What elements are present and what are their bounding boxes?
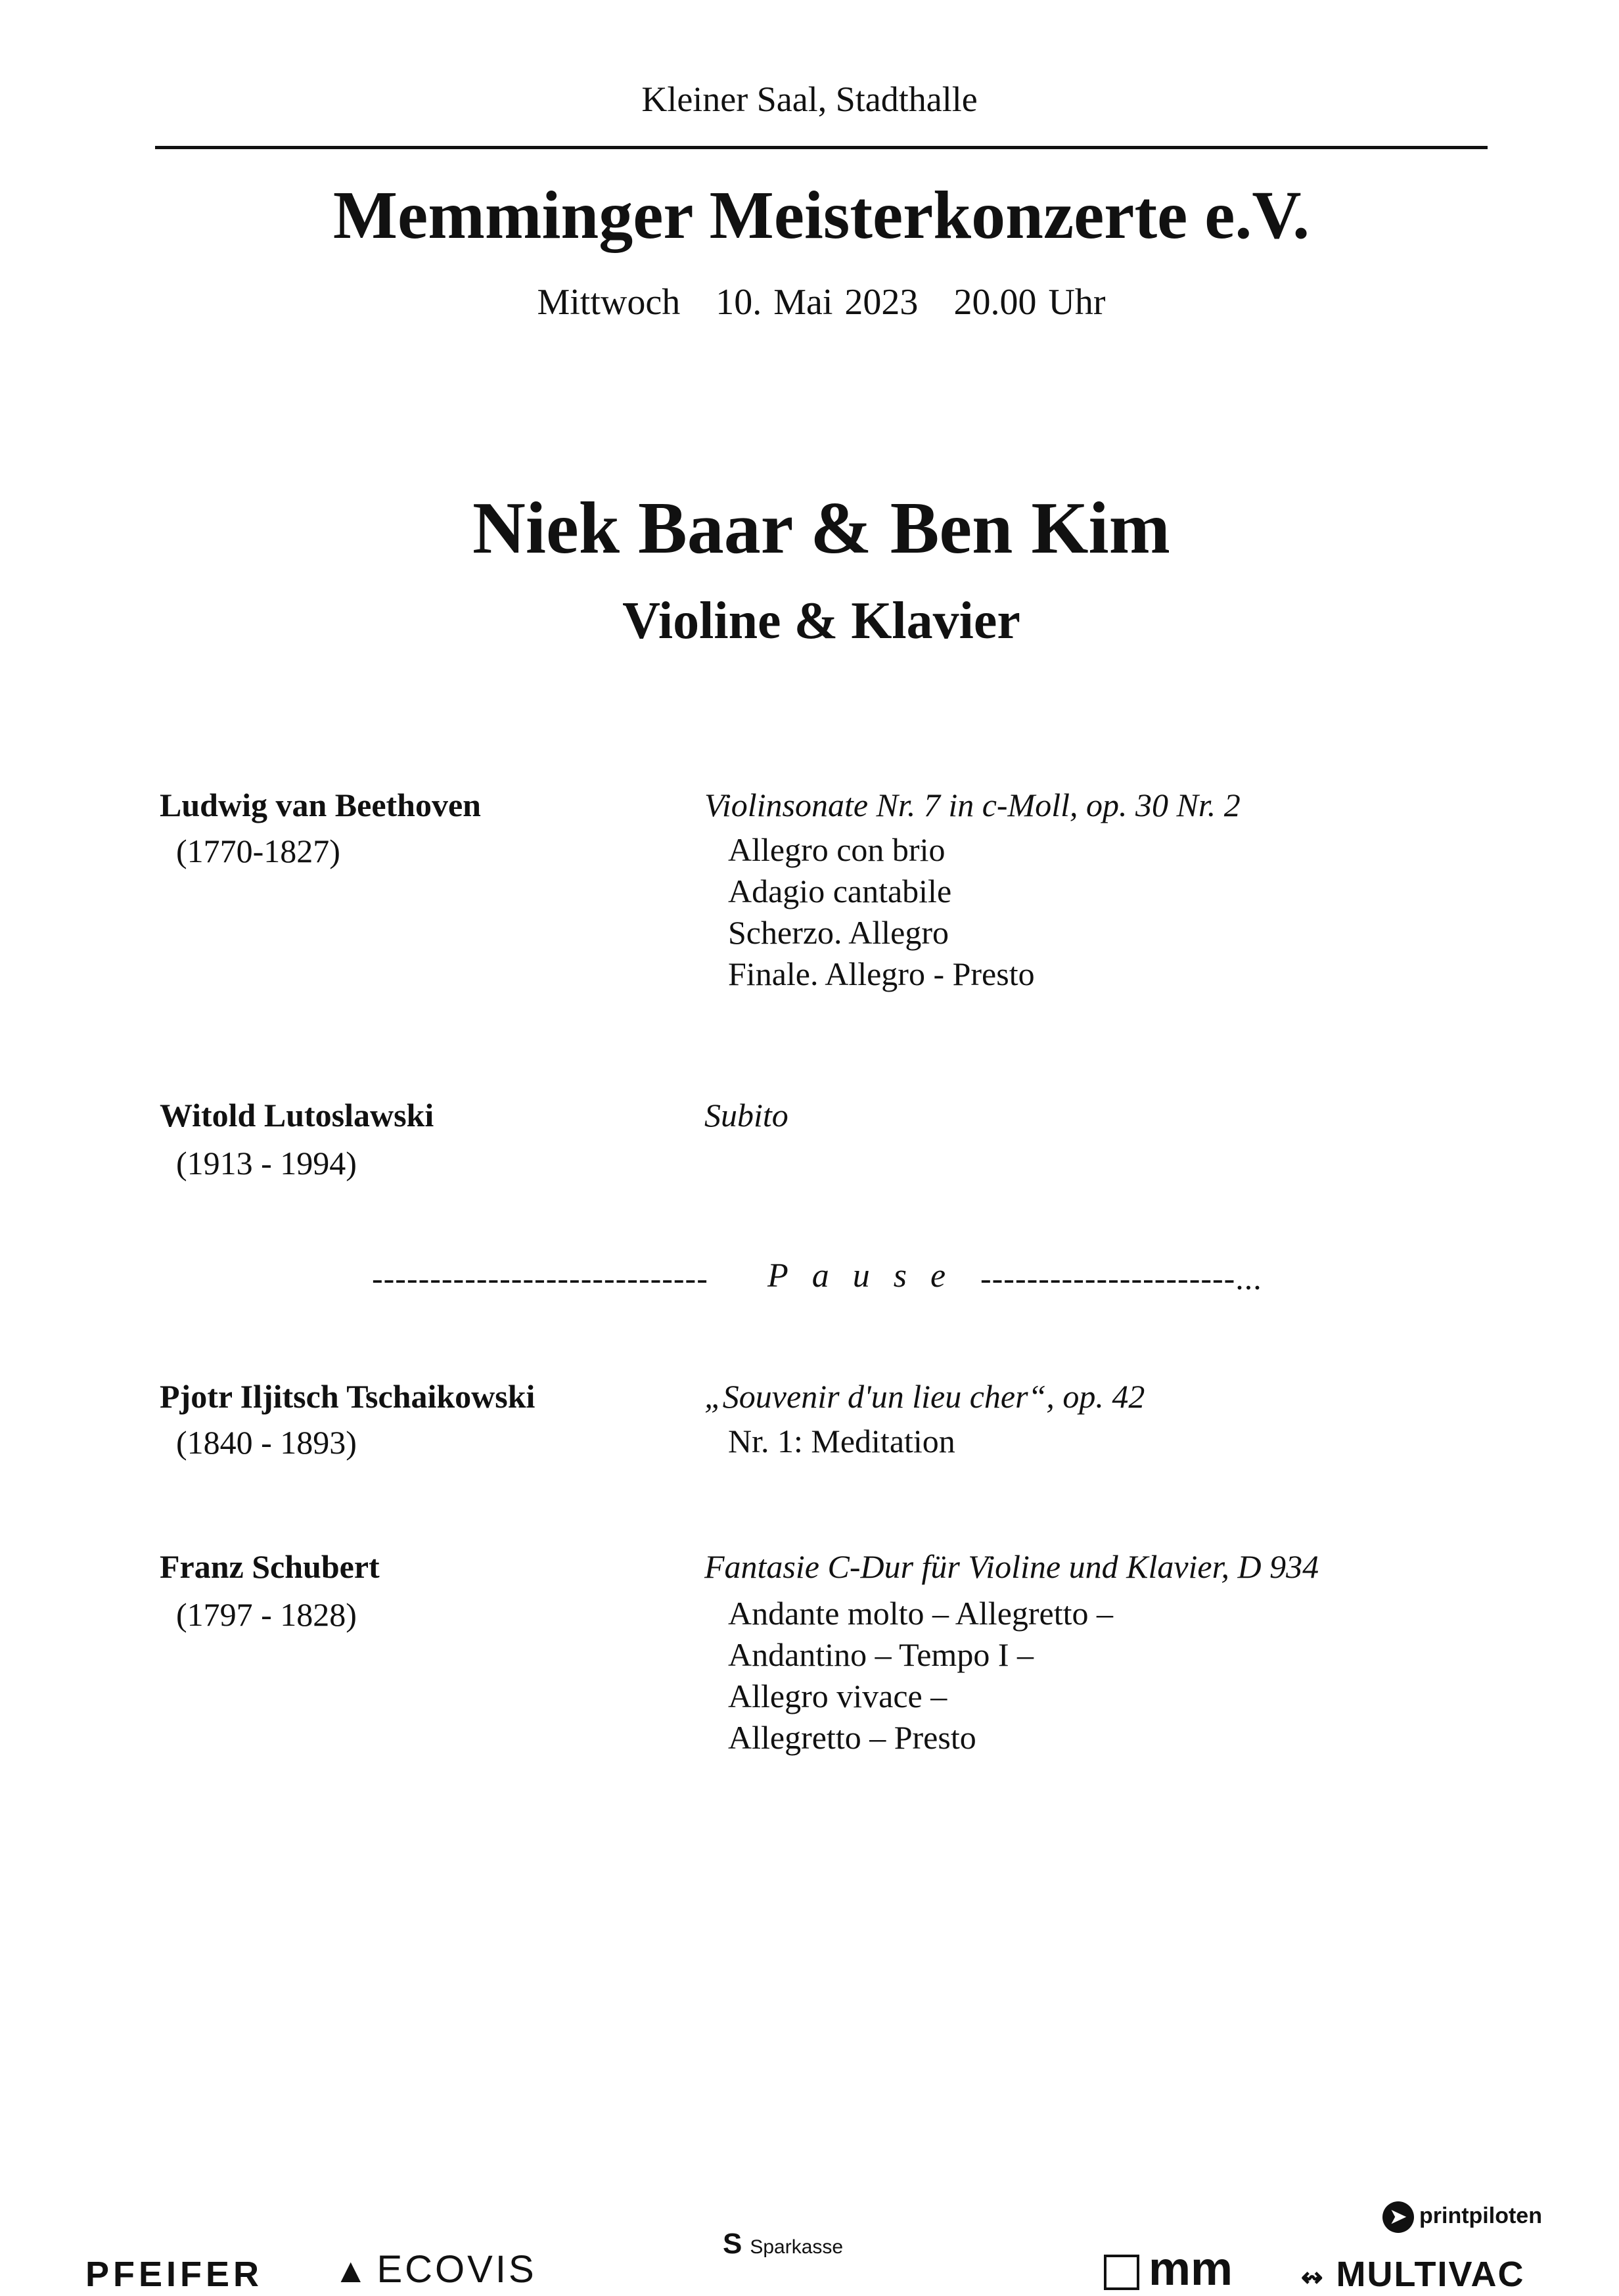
pause-divider-left: ----------------------------- [372,1260,708,1297]
movement: Adagio cantabile [728,873,952,909]
movement: Scherzo. Allegro [728,914,949,951]
movement: Nr. 1: Meditation [728,1423,955,1459]
movement: Allegro vivace – [728,1678,947,1714]
multivac-logo [1301,2254,1524,2295]
sparkasse-icon: S [723,2228,742,2260]
movement: Finale. Allegro - Presto [728,955,1035,992]
work-title: Violinsonate Nr. 7 in c-Moll, op. 30 Nr. 2 [704,787,1241,823]
composer-years: (1840 - 1893) [176,1424,357,1461]
composer-name: Franz Schubert [160,1548,380,1585]
movement: Andante molto – Allegretto – [728,1595,1114,1632]
mm-text: mm [1149,2243,1233,2295]
sparkasse-logo [723,2228,843,2261]
composer-name: Witold Lutoslawski [160,1097,434,1134]
movement: Allegro con brio [728,831,946,868]
date: 10. Mai 2023 [716,282,919,323]
header-rule [155,146,1488,149]
sparkasse-text: Sparkasse [750,2236,844,2258]
time: 20.00 Uhr [953,282,1106,323]
performer-instruments: Violine & Klavier [622,592,1020,650]
pfeifer-logo: PFEIFER [85,2255,263,2294]
mm-logo [1104,2242,1233,2296]
composer-years: (1797 - 1828) [176,1596,357,1633]
movement: Allegretto – Presto [728,1719,976,1756]
composer-years: (1770-1827) [176,833,340,869]
movement: Andantino – Tempo I – [728,1636,1034,1673]
multivac-text: MULTIVAC [1336,2255,1525,2294]
paper-plane-icon: ➤ [1382,2201,1414,2233]
performer-names: Niek Baar & Ben Kim [472,488,1170,569]
ecovis-logo [334,2247,537,2291]
pause-divider-right: ----------------------... [980,1260,1262,1297]
work-title: „Souvenir d'un lieu cher“, op. 42 [704,1378,1145,1415]
work-title: Fantasie C-Dur für Violine und Klavier, D 934 [704,1548,1319,1585]
weekday: Mittwoch [537,282,681,323]
composer-years: (1913 - 1994) [176,1145,357,1182]
composer-name: Ludwig van Beethoven [160,787,481,823]
composer-name: Pjotr Iljitsch Tschaikowski [160,1378,536,1415]
venue: Kleiner Saal, Stadthalle [641,80,978,119]
printpiloten-text: printpiloten [1419,2203,1542,2228]
mm-grid-icon [1104,2255,1139,2290]
ecovis-mark-icon: ▲ [334,2252,371,2290]
pause-label: Pause [767,1257,970,1295]
printpiloten-logo [1382,2201,1542,2233]
sponsor-logos [0,2188,1619,2293]
work-title: Subito [704,1097,788,1134]
multivac-mark-icon: ↭ [1301,2263,1325,2292]
date-line [0,281,1619,323]
organizer-title: Memminger Meisterkonzerte e.V. [332,177,1310,253]
ecovis-text: ECOVIS [376,2248,537,2291]
